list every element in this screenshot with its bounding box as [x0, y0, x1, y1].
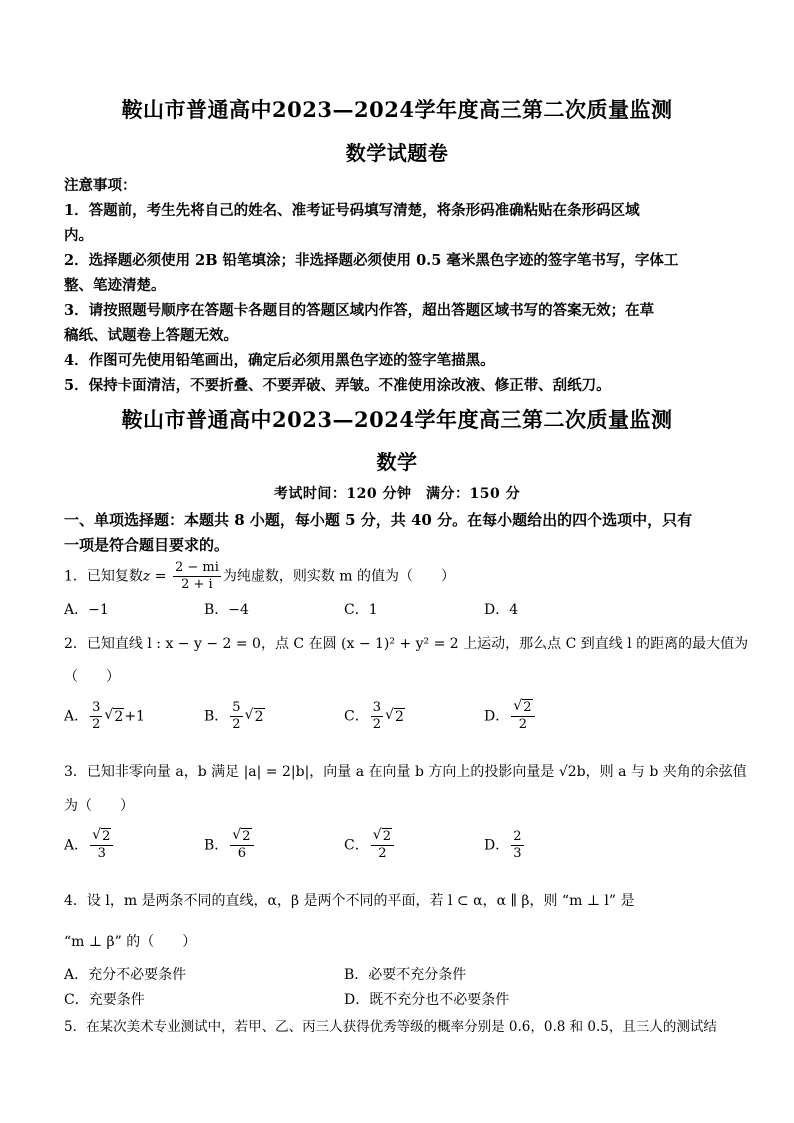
- fraction-numerator: [371, 829, 394, 846]
- notice-line: 2．选择题必须使用 2B 铅笔填涂；非选择题必须使用 0.5 毫米黑色字迹的签字笔书写，字体工: [64, 252, 679, 269]
- radicand: 2: [523, 700, 532, 715]
- fraction-numerator: 5: [232, 700, 241, 715]
- radicand: 2: [114, 708, 124, 725]
- question-1-post: 为纯虚数，则实数 m 的值为（ ）: [222, 568, 456, 585]
- fraction-numerator: [90, 829, 113, 846]
- q1-option-b[interactable]: B．−4: [204, 602, 249, 618]
- q4-option-d[interactable]: D．既不充分也不必要条件: [344, 992, 510, 1008]
- option-label: A．: [64, 708, 89, 725]
- section-heading: 一、单项选择题：本题共 8 小题，每小题 5 分，共 40 分。在每小题给出的四个选项中，只有: [64, 511, 693, 529]
- option-tail: +1: [124, 708, 145, 725]
- fraction-denominator: 2: [92, 717, 101, 732]
- option-label: C．: [344, 708, 369, 725]
- fraction-denominator: 2: [518, 717, 528, 732]
- fraction-denominator: 3: [97, 846, 106, 861]
- exam-subject: 数学: [376, 450, 418, 474]
- fraction-denominator: 2: [378, 846, 387, 861]
- radicand: 2: [254, 708, 264, 725]
- fraction-denominator: 2: [372, 717, 381, 732]
- notice-line: 1．答题前，考生先将自己的姓名、准考证号码填写清楚，将条形码准确粘贴在条形码区域: [64, 202, 640, 219]
- notice-heading: 注意事项：: [64, 177, 137, 194]
- radicand: 2: [395, 708, 404, 725]
- q4-option-a[interactable]: A．充分不必要条件: [64, 967, 187, 983]
- fraction-denominator: 2 + i: [181, 577, 213, 592]
- notice-line: 5．保持卡面清洁，不要折叠、不要弄破、弄皱。不准使用涂改液、修正带、刮纸刀。: [64, 377, 611, 394]
- question-1-z: z =: [142, 568, 167, 585]
- question-3-blank: 为（ ）: [64, 798, 134, 814]
- question-5: 5．在某次美术专业测试中，若甲、乙、丙三人获得优秀等级的概率分别是 0.6，0.8 和 0.5，且三人的测试结: [64, 1019, 717, 1035]
- question-2: 2．已知直线 l : x − y − 2 = 0，点 C 在圆 (x − 1)² + y² = 2 上运动，那么点 C 到直线 l 的距离的最大值为: [64, 636, 749, 652]
- question-1-fraction: [173, 560, 221, 593]
- q3-option-a[interactable]: [64, 829, 115, 862]
- q1-option-c[interactable]: C．1: [344, 602, 378, 618]
- q2-option-a[interactable]: [64, 700, 145, 733]
- q3-option-d[interactable]: [484, 829, 526, 862]
- fraction-numerator: 3: [372, 700, 381, 715]
- q4-option-b[interactable]: B．必要不充分条件: [344, 967, 467, 983]
- sqrt: [92, 829, 111, 845]
- option-fraction: [371, 700, 383, 733]
- fraction-numerator: 2: [513, 829, 522, 844]
- sqrt: [245, 709, 265, 725]
- page-title: 鞍山市普通高中2023—2024学年度高三第二次质量监测: [121, 97, 673, 122]
- notice-line: 内。: [64, 227, 93, 244]
- fraction-numerator: 2 − mi: [174, 560, 219, 575]
- option-label: D．: [484, 837, 510, 854]
- option-fraction: [511, 829, 523, 862]
- sqrt: [513, 700, 532, 716]
- notice-line: 4．作图可先使用铅笔画出，确定后必须用黑色字迹的签字笔描黑。: [64, 352, 495, 369]
- fraction-denominator: 3: [513, 846, 522, 861]
- notice-line: 整、笔迹清楚。: [64, 277, 166, 294]
- option-fraction: [371, 829, 394, 862]
- option-fraction: [90, 700, 102, 733]
- question-1: [64, 560, 455, 593]
- question-2-blank: （ ）: [64, 669, 120, 685]
- question-1-pre: 1．已知复数: [64, 568, 143, 585]
- question-4: 4．设 l，m 是两条不同的直线，α，β 是两个不同的平面，若 l ⊂ α，α ∥ β，则 “m ⊥ l” 是: [64, 893, 635, 909]
- section-heading: 一项是符合题目要求的。: [64, 536, 230, 554]
- option-label: D．: [484, 708, 510, 725]
- option-label: B．: [204, 837, 229, 854]
- fraction-denominator: 6: [237, 846, 247, 861]
- q2-option-d[interactable]: [484, 700, 537, 733]
- question-4-cont: “m ⊥ β” 的（ ）: [64, 934, 197, 950]
- option-fraction: [90, 829, 113, 862]
- option-fraction: [230, 829, 253, 862]
- q4-option-c[interactable]: C．充要条件: [64, 992, 145, 1008]
- exam-title: 鞍山市普通高中2023—2024学年度高三第二次质量监测: [121, 407, 673, 432]
- notice-line: 3．请按照题号顺序在答题卡各题目的答题区域内作答，超出答题区域书写的答案无效；在草: [64, 302, 655, 319]
- q3-option-b[interactable]: [204, 829, 256, 862]
- sqrt: [373, 829, 392, 845]
- option-label: A．: [64, 837, 89, 854]
- sqrt: [385, 709, 405, 725]
- q3-option-c[interactable]: [344, 829, 396, 862]
- radicand: 2: [382, 829, 391, 844]
- question-3: 3．已知非零向量 a，b 满足 |a| = 2|b|，向量 a 在向量 b 方向上的投影向量是 √2b，则 a 与 b 夹角的余弦值: [64, 764, 747, 780]
- radicand: 2: [242, 829, 251, 844]
- option-label: C．: [344, 837, 369, 854]
- fraction-numerator: [230, 829, 253, 846]
- q2-option-c[interactable]: [344, 700, 405, 733]
- option-fraction: [230, 700, 242, 733]
- fraction-numerator: [511, 700, 534, 717]
- sqrt: [104, 709, 124, 725]
- radicand: 2: [102, 829, 111, 844]
- notice-line: 稿纸、试题卷上答题无效。: [64, 327, 238, 344]
- option-fraction: [511, 700, 534, 733]
- q1-option-d[interactable]: D．4: [484, 602, 519, 618]
- exam-info: 考试时间：120 分钟 满分：150 分: [273, 486, 521, 502]
- q1-option-a[interactable]: A．−1: [64, 602, 109, 618]
- fraction-numerator: 3: [92, 700, 101, 715]
- sqrt: [232, 829, 251, 845]
- page-subtitle: 数学试题卷: [345, 141, 449, 165]
- option-label: B．: [204, 708, 229, 725]
- fraction-denominator: 2: [232, 717, 241, 732]
- q2-option-b[interactable]: [204, 700, 265, 733]
